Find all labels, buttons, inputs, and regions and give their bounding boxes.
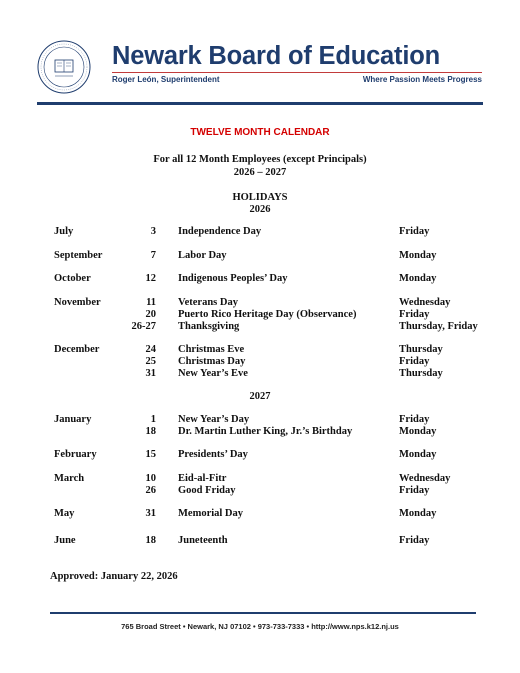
holiday-name: Puerto Rico Heritage Day (Observance) <box>178 309 357 320</box>
superintendent-line: Roger León, Superintendent <box>112 75 220 84</box>
year-heading-2027: 2027 <box>249 391 271 402</box>
holiday-weekday: Friday <box>399 356 430 367</box>
holiday-weekday: Friday <box>399 309 430 320</box>
holiday-name: Veterans Day <box>178 297 238 308</box>
page-title: TWELVE MONTH CALENDAR <box>190 127 330 138</box>
holiday-date: 3 <box>150 226 156 237</box>
tagline: Where Passion Meets Progress <box>362 75 482 84</box>
year-heading-2026: 2026 <box>249 204 271 215</box>
holiday-weekday: Friday <box>399 226 430 237</box>
holiday-weekday: Monday <box>399 250 437 261</box>
holiday-date: 26-27 <box>131 321 156 332</box>
holiday-name: New Year’s Day <box>178 414 250 425</box>
org-name: Newark Board of Education <box>112 42 440 70</box>
month-label: September <box>54 250 103 261</box>
holiday-date: 25 <box>145 356 156 367</box>
page-subtitle: For all 12 Month Employees (except Principals) <box>153 154 367 165</box>
holiday-weekday: Thursday, Friday <box>399 321 478 332</box>
holiday-weekday: Friday <box>399 414 430 425</box>
month-label: October <box>54 273 91 284</box>
holiday-weekday: Monday <box>399 508 437 519</box>
holiday-name: New Year’s Eve <box>178 368 248 379</box>
holiday-date: 1 <box>150 414 156 425</box>
month-label: December <box>54 344 100 355</box>
district-seal-logo <box>37 40 91 94</box>
header-divider <box>37 102 483 105</box>
school-years: 2026 – 2027 <box>233 167 287 178</box>
holiday-name: Indigenous Peoples’ Day <box>178 273 288 284</box>
holiday-name: Memorial Day <box>178 508 244 519</box>
holiday-name: Thanksgiving <box>178 321 240 332</box>
holiday-date: 31 <box>145 508 156 519</box>
holiday-weekday: Wednesday <box>399 297 451 308</box>
header-accent-rule <box>112 72 482 73</box>
holiday-name: Independence Day <box>178 226 262 237</box>
month-label: March <box>54 473 85 484</box>
footer-divider <box>50 612 476 614</box>
holiday-date: 31 <box>145 368 156 379</box>
holiday-weekday: Monday <box>399 273 437 284</box>
holiday-name: Labor Day <box>178 250 227 261</box>
holiday-name: Christmas Day <box>178 356 246 367</box>
holiday-name: Good Friday <box>178 485 236 496</box>
month-label: July <box>54 226 74 237</box>
holiday-weekday: Wednesday <box>399 473 451 484</box>
holiday-name: Eid-al-Fitr <box>178 473 227 484</box>
holidays-heading: HOLIDAYS <box>232 192 288 203</box>
holiday-date: 12 <box>145 273 156 284</box>
holiday-weekday: Monday <box>399 449 437 460</box>
month-label: February <box>54 449 97 460</box>
footer-address: 765 Broad Street • Newark, NJ 07102 • 973-733-7333 • http://www.nps.k12.nj.us <box>121 622 399 631</box>
holiday-date: 26 <box>145 485 156 496</box>
holiday-date: 7 <box>150 250 156 261</box>
holiday-date: 24 <box>145 344 156 355</box>
holiday-date: 20 <box>145 309 156 320</box>
approval-date: Approved: January 22, 2026 <box>50 571 178 582</box>
holiday-name: Christmas Eve <box>178 344 245 355</box>
holiday-date: 10 <box>145 473 156 484</box>
holiday-name: Dr. Martin Luther King, Jr.’s Birthday <box>178 426 353 437</box>
month-label: November <box>54 297 101 308</box>
month-label: January <box>54 414 92 425</box>
holiday-weekday: Thursday <box>399 368 443 379</box>
month-label: May <box>54 508 75 519</box>
holiday-weekday: Friday <box>399 535 430 546</box>
holiday-date: 18 <box>145 426 156 437</box>
holiday-weekday: Monday <box>399 426 437 437</box>
holiday-name: Presidents’ Day <box>178 449 248 460</box>
holiday-weekday: Thursday <box>399 344 443 355</box>
holiday-name: Juneteenth <box>178 535 228 546</box>
holiday-date: 11 <box>146 297 156 308</box>
holiday-date: 18 <box>145 535 156 546</box>
holiday-date: 15 <box>145 449 156 460</box>
holiday-weekday: Friday <box>399 485 430 496</box>
month-label: June <box>54 535 76 546</box>
